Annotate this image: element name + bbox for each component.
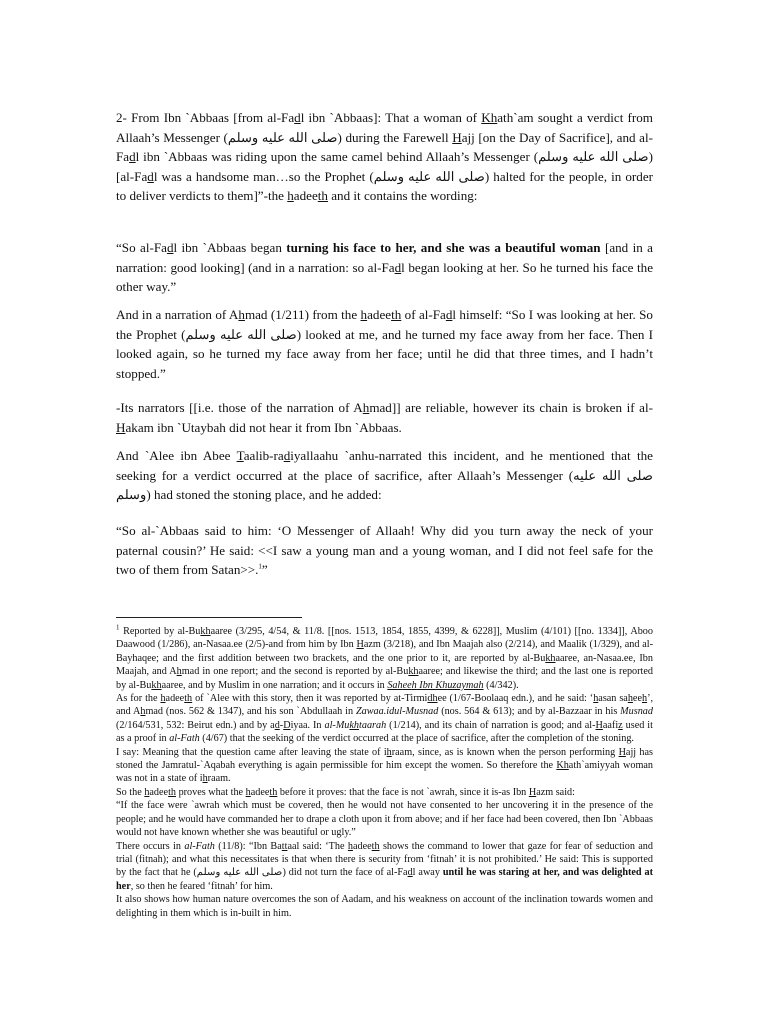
footnote-1: $^1$ Reported by al-Bukhaaree (3/295, 4/54, & 11/8. [[nos. 1513, 1854, 1855, 4399, & 6228]], Muslim (4/101) [[no. 1334]], Aboo Daawood (1/286), an-Nasaa.ee (2/5)-and from him by Ibn Hazm (3/218), and Ibn Maajah also (2/214), and Maalik (1/329), and al-Bayhaqee; and the first addition between two brackets, and the one prior to it, are reported by al-Bukhaaree, an-Nasaa.ee, Ibn Maajah, and Ahmad in one report; and the second is reported by al-Bukhaaree; and likewise the third; and the last one is reported by al-Bukhaaree, and by Muslim in one narration; and it occurs in Saheeh Ibn Khuzaymah (4/342). xyxy=(116,623,653,691)
paragraph-quote-turning-face: “So al-Fadl ibn `Abbaas began turning his face to her, and she was a beautiful woman [and in a narration: good looking] (and in a narration: so al-Fadl began looking at her. So he turned his face the other way.” xyxy=(116,240,654,295)
paragraph-abbaas-quote: “So al-`Abbaas said to him: ‘O Messenger of Allaah! Why did you turn away the neck of your paternal cousin?’ He said: <<I saw a young man and a young woman, and I did not feel safe for the two of them from Satan>>.$^1$” xyxy=(116,523,653,578)
paragraph-ahmad-narration: And in a narration of Ahmad (1/211) from the hadeeth of al-Fadl himself: “So I was looking at her. So the Prophet (صلى الله عليه وسلم) looked at me, and he turned my face away from her face. Then I looked again, so he turned my face away from her face; until he did that three times, and I hadn’t stopped.” xyxy=(116,307,653,381)
footnote-divider xyxy=(116,617,302,618)
footnote-human-nature: It also shows how human nature overcomes the son of Aadam, and his weakness on account of the inclination towards women and delighting in them which is in-built in him. xyxy=(116,894,653,919)
footnote-al-fath-quote: There occurs in al-Fath (11/8): “Ibn Battaal said: ‘The hadeeth shows the command to lower that gaze for fear of seduction and trial (fitnah); and what this necessitates is that when there is security from ‘fitnah’ it is not prohibited.’ He said: This is supported by the fact that he (صلى الله عليه وسلم) did not turn the face of al-Fadl away until he was staring at her, and was delighted at her, so then he feared ‘fitnah’ for him. xyxy=(116,840,654,892)
footnote-reference[interactable]: 1 xyxy=(258,562,262,571)
paragraph-hadeeth-intro: 2- From Ibn `Abbaas [from al-Fadl ibn `Abbaas]: That a woman of Khath`am sought a verdict from Allaah’s Messenger (صلى الله عليه وسلم) during the Farewell Hajj [on the Day of Sacrifice], and al-Fadl ibn `Abbaas was riding upon the same camel behind Allaah’s Messenger (صلى الله عليه وسلم) [al-Fadl was a handsome man…so the Prophet (صلى الله عليه وسلم) halted for the people, in order to deliver verdicts to them]”-the hadeeth and it contains the wording: xyxy=(116,110,653,204)
footnotes xyxy=(116,625,653,920)
paragraph-alee-narration: And `Alee ibn Abee Taalib-radiyallaahu `anhu-narrated this incident, and he mentioned that the seeking for a verdict occurred at the place of sacrifice, after Allaah’s Messenger (صلى الله عليه وسلم) had stoned the stoning place, and he added: xyxy=(116,448,654,503)
footnote-alee-hadeeth: As for the hadeeth of `Alee with this story, then it was reported by at-Tirmidhee (1/67-Boolaaq edn.), and he said: ‘hasan saheeh’, and Ahmad (nos. 562 & 1347), and his son `Abdullaah in Zawaa.idul-Musnad (nos. 564 & 613); and by al-Bazzaar in his Musnad (2/164/531, 532: Beirut edn.) and by ad-Diyaa. In al-Mukhtaarah (1/214), and its chain of narration is good; and al-Haafiz used it as a proof in al-Fath (4/67) that the seeking of the verdict occurred at the place of sacrifice, after the completion of the stoning. xyxy=(116,693,654,745)
footnote-face-not-awrah: So the hadeeth proves what the hadeeth before it proves: that the face is not `awrah, since it is-as Ibn Hazm said: xyxy=(116,786,575,798)
paragraph-narrators: -Its narrators [[i.e. those of the narration of Ahmad]] are reliable, however its chain is broken if al-Hakam ibn `Utaybah did not hear it from Ibn `Abbaas. xyxy=(116,400,653,435)
footnote-ihraam-note: I say: Meaning that the question came after leaving the state of ihraam, since, as is known when the person performing Hajj has stoned the Jamratul-`Aqabah everything is again permissible for him except the women. So therefore the Khath`amiyyah woman was not in a state of ihraam. xyxy=(116,746,654,785)
footnote-ibn-hazm-quote: “If the face were `awrah which must be covered, then he would not have consented to her uncovering it in the presence of the people; and he would have commanded her to drape a cloth upon it from above; and if her face had been covered, then Ibn `Abbaas would not have known whether she was beautiful or ugly.” xyxy=(116,800,653,839)
